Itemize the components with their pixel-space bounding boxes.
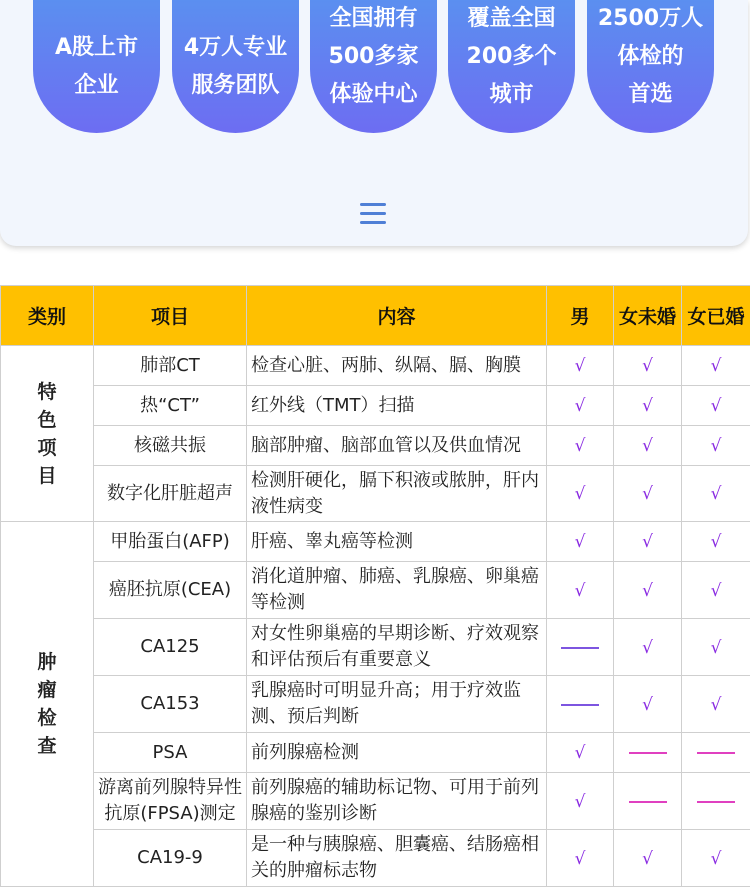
item-cell: 热“CT” [94,386,247,426]
check-mark: √ [574,356,586,376]
badge-line: 体检的 [617,44,684,69]
check-mark: √ [574,743,586,763]
table-row [1,619,750,676]
check-mark: √ [710,396,722,416]
check-mark-cell [682,676,750,733]
item-cell: CA125 [94,619,247,676]
item-cell: 核磁共振 [94,426,247,466]
item-cell: 癌胚抗原(CEA) [94,562,247,619]
badge-line: 2500万人 [597,6,704,31]
content-cell: 消化道肿瘤、肺癌、乳腺癌、卵巢癌等检测 [247,562,547,619]
category-char: 瘤 [37,679,57,701]
check-mark: √ [642,436,653,456]
not-applicable-cell [547,619,614,676]
table-row [1,773,750,830]
item-cell: 甲胎蛋白(AFP) [94,522,247,562]
check-mark-cell [614,676,682,733]
check-mark: √ [642,637,653,658]
category-char: 特 [37,380,57,403]
header-female-married: 女已婚 [682,286,750,346]
badge-line: 全国拥有 [329,6,418,31]
check-mark-cell [547,346,614,386]
badge-line: 覆盖全国 [467,6,556,31]
check-mark: √ [574,532,586,552]
not-applicable-cell [682,733,750,773]
dash-line [697,801,735,803]
check-mark: √ [710,436,722,456]
table-header-row [1,286,750,346]
category-char: 查 [37,735,57,757]
check-mark-cell [682,346,750,386]
dash-line [561,647,599,649]
badge-line: 城市 [489,82,534,107]
content-cell: 检测肝硬化，膈下积液或脓肿，肝内液性病变 [247,466,547,522]
check-mark: √ [642,356,653,376]
category-cell [1,346,94,522]
check-mark: √ [710,580,722,601]
badge-cities [448,0,575,133]
item-cell: CA153 [94,676,247,733]
table-row [1,830,750,887]
check-mark: √ [642,694,653,715]
category-char: 色 [37,408,57,431]
header-item: 项目 [94,286,247,346]
badge-listed-company [33,0,160,133]
dash-line [629,752,667,754]
badge-users [587,0,714,133]
check-mark: √ [642,396,653,416]
badge-line: 企业 [74,72,119,98]
badge-line: 500多家 [328,44,419,69]
badge-line: A股上市 [54,34,139,60]
dash-line [629,801,667,803]
check-mark-cell [547,733,614,773]
content-cell: 乳腺癌时可明显升高；用于疗效监测、预后判断 [247,676,547,733]
table-row [1,522,750,562]
not-applicable-cell [614,773,682,830]
check-mark-cell [547,830,614,887]
dash-line [561,704,599,706]
not-applicable-cell [547,676,614,733]
badge-line: 体验中心 [329,82,418,107]
check-mark-cell [682,830,750,887]
item-cell: 游离前列腺特异性抗原(FPSA)测定 [94,773,247,830]
hamburger-menu-icon[interactable] [360,203,386,225]
check-mark: √ [642,848,653,869]
check-mark-cell [614,830,682,887]
not-applicable-cell [682,773,750,830]
check-mark-cell [614,619,682,676]
header-content: 内容 [247,286,547,346]
check-mark-cell [547,562,614,619]
check-mark-cell [547,426,614,466]
item-cell: PSA [94,733,247,773]
check-mark: √ [642,532,653,552]
check-mark-cell [614,562,682,619]
check-mark-cell [682,466,750,522]
not-applicable-cell [614,733,682,773]
table-row [1,426,750,466]
check-mark-cell [682,619,750,676]
content-cell: 肝癌、睾丸癌等检测 [247,522,547,562]
item-cell: 数字化肝脏超声 [94,466,247,522]
check-mark-cell [547,386,614,426]
check-mark: √ [574,791,586,812]
dash-line [697,752,735,754]
badge-service-team [172,0,299,133]
header-male: 男 [547,286,614,346]
check-mark-cell [614,346,682,386]
checkup-items-table [0,285,750,887]
check-mark-cell [614,522,682,562]
check-mark: √ [574,396,586,416]
header-category: 类别 [1,286,94,346]
badge-line: 服务团队 [191,72,280,98]
table-row [1,562,750,619]
check-mark: √ [710,637,722,658]
content-cell: 是一种与胰腺癌、胆囊癌、结肠癌相关的肿瘤标志物 [247,830,547,887]
check-mark: √ [710,532,722,552]
item-cell: 肺部CT [94,346,247,386]
content-cell: 前列腺癌检测 [247,733,547,773]
category-char: 目 [37,464,57,487]
table-row [1,676,750,733]
content-cell: 前列腺癌的辅助标记物、可用于前列腺癌的鉴别诊断 [247,773,547,830]
check-mark-cell [614,426,682,466]
check-mark-cell [682,386,750,426]
check-mark: √ [574,484,586,504]
content-cell: 脑部肿瘤、脑部血管以及供血情况 [247,426,547,466]
check-mark-cell [614,386,682,426]
category-cell [1,522,94,887]
content-cell: 对女性卵巢癌的早期诊断、疗效观察和评估预后有重要意义 [247,619,547,676]
check-mark-cell [682,426,750,466]
category-char: 检 [37,707,57,729]
content-cell: 红外线（TMT）扫描 [247,386,547,426]
check-mark-cell [547,466,614,522]
check-mark: √ [574,580,586,601]
header-female-unmarried: 女未婚 [614,286,682,346]
badge-line: 200多个 [466,44,557,69]
item-cell: CA19-9 [94,830,247,887]
content-cell: 检查心脏、两肺、纵隔、膈、胸膜 [247,346,547,386]
category-char: 肿 [37,651,57,673]
table-row [1,346,750,386]
table-row [1,386,750,426]
check-mark: √ [574,436,586,456]
check-mark-cell [614,466,682,522]
check-mark: √ [642,580,653,601]
check-mark: √ [710,484,722,504]
category-char: 项 [37,436,57,459]
check-mark: √ [710,694,722,715]
check-mark: √ [710,356,722,376]
table-row [1,466,750,522]
check-mark-cell [682,562,750,619]
check-mark-cell [682,522,750,562]
features-card [0,0,748,246]
badge-centers [310,0,437,133]
badge-line: 4万人专业 [183,34,288,60]
check-mark: √ [710,848,722,869]
check-mark: √ [642,484,653,504]
check-mark-cell [547,522,614,562]
check-mark: √ [574,848,586,869]
check-mark-cell [547,773,614,830]
badge-line: 首选 [628,82,673,107]
table-row [1,733,750,773]
